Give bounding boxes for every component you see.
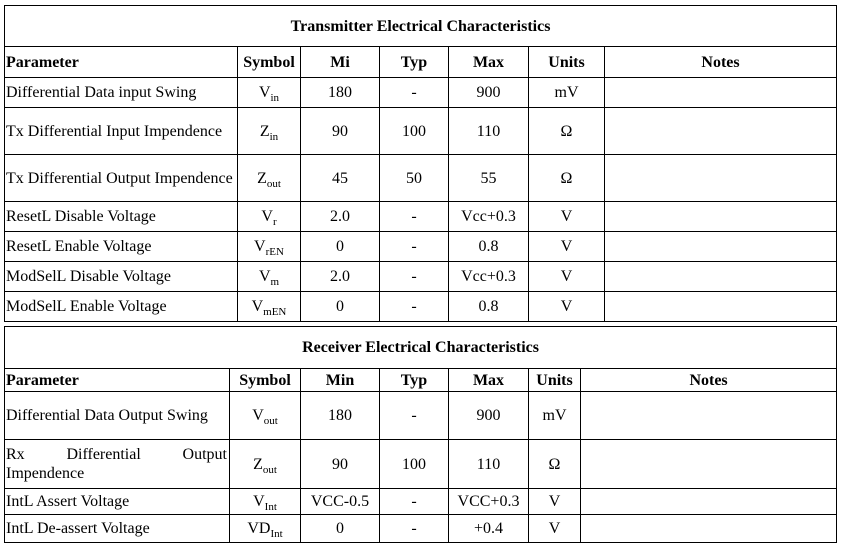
max-cell: 0.8 bbox=[449, 232, 529, 262]
units-cell: V bbox=[529, 489, 581, 515]
units-cell: V bbox=[529, 232, 605, 262]
min-cell: 90 bbox=[301, 108, 380, 155]
symbol-subscript: rEN bbox=[265, 246, 284, 258]
parameter-text: ModSelL Enable Voltage bbox=[6, 298, 167, 315]
symbol-main: Z bbox=[257, 169, 267, 187]
min-cell: 2.0 bbox=[301, 202, 380, 232]
notes-cell bbox=[605, 292, 837, 322]
symbol-subscript: out bbox=[262, 463, 277, 476]
min-cell: 90 bbox=[301, 440, 380, 489]
typ-cell: - bbox=[380, 292, 449, 322]
parameter-cell bbox=[5, 292, 238, 322]
notes-cell bbox=[581, 392, 837, 440]
typ-cell: - bbox=[380, 232, 449, 262]
symbol-main: V bbox=[258, 268, 271, 285]
parameter-cell bbox=[5, 489, 230, 515]
header-notes: Notes bbox=[581, 369, 837, 392]
table-row bbox=[5, 392, 837, 440]
units-cell: mV bbox=[529, 392, 581, 440]
min-cell: 180 bbox=[301, 392, 380, 440]
max-cell: 900 bbox=[449, 78, 529, 108]
notes-cell bbox=[581, 440, 837, 489]
symbol-cell bbox=[238, 292, 301, 322]
receiver-rows bbox=[5, 392, 837, 543]
header-symbol: Symbol bbox=[238, 47, 301, 78]
units-cell: V bbox=[529, 262, 605, 292]
notes-cell bbox=[605, 202, 837, 232]
header-parameter: Parameter bbox=[5, 369, 230, 392]
header-parameter: Parameter bbox=[5, 47, 238, 78]
notes-cell bbox=[581, 515, 837, 543]
symbol-main: Z bbox=[253, 455, 263, 473]
min-cell: 180 bbox=[301, 78, 380, 108]
header-symbol: Symbol bbox=[230, 369, 301, 392]
header-typ: Typ bbox=[380, 369, 449, 392]
symbol-subscript: in bbox=[269, 130, 279, 143]
symbol-main: V bbox=[254, 238, 266, 255]
transmitter-header-row bbox=[5, 47, 837, 78]
typ-cell: 100 bbox=[380, 440, 449, 489]
header-notes: Notes bbox=[605, 47, 837, 78]
symbol-subscript: mEN bbox=[263, 306, 287, 318]
max-cell: VCC+0.3 bbox=[449, 489, 529, 515]
units-cell: mV bbox=[529, 78, 605, 108]
symbol-main: V bbox=[261, 208, 273, 225]
typ-cell: - bbox=[380, 489, 449, 515]
parameter-text: ModSelL Disable Voltage bbox=[6, 268, 172, 285]
min-cell: 0 bbox=[301, 515, 380, 543]
header-min: Mi bbox=[301, 47, 380, 78]
notes-cell bbox=[605, 108, 837, 155]
symbol-main: VD bbox=[247, 520, 271, 537]
table-row bbox=[5, 232, 837, 262]
typ-cell: - bbox=[380, 262, 449, 292]
symbol-cell bbox=[238, 202, 301, 232]
table-row bbox=[5, 108, 837, 155]
table-row bbox=[5, 515, 837, 543]
min-cell: 2.0 bbox=[301, 262, 380, 292]
transmitter-table bbox=[4, 5, 837, 322]
notes-cell bbox=[605, 262, 837, 292]
parameter-cell bbox=[5, 78, 238, 108]
header-units: Units bbox=[529, 47, 605, 78]
transmitter-rows bbox=[5, 78, 837, 322]
header-max: Max bbox=[449, 369, 529, 392]
parameter-text: ResetL Disable Voltage bbox=[6, 208, 156, 225]
typ-cell: 50 bbox=[380, 155, 449, 202]
parameter-cell bbox=[5, 232, 238, 262]
symbol-cell bbox=[238, 78, 301, 108]
symbol-cell bbox=[238, 262, 301, 292]
header-typ: Typ bbox=[380, 47, 449, 78]
receiver-title: Receiver Electrical Characteristics bbox=[5, 327, 837, 369]
symbol-subscript: Int bbox=[270, 528, 283, 540]
transmitter-title: Transmitter Electrical Characteristics bbox=[5, 6, 837, 47]
symbol-subscript: out bbox=[266, 177, 281, 190]
parameter-text: Tx Differential Output Impendence bbox=[6, 169, 233, 187]
min-cell: VCC-0.5 bbox=[301, 489, 380, 515]
symbol-main: V bbox=[252, 407, 264, 424]
parameter-cell bbox=[5, 108, 238, 155]
symbol-main: Z bbox=[259, 122, 270, 140]
symbol-cell bbox=[230, 440, 301, 489]
max-cell: 0.8 bbox=[449, 292, 529, 322]
symbol-cell bbox=[230, 515, 301, 543]
notes-cell bbox=[605, 232, 837, 262]
symbol-subscript: Int bbox=[264, 501, 277, 513]
units-cell: V bbox=[529, 292, 605, 322]
max-cell: Vcc+0.3 bbox=[449, 262, 529, 292]
symbol-subscript: m bbox=[270, 276, 280, 288]
notes-cell bbox=[605, 155, 837, 202]
header-min: Min bbox=[301, 369, 380, 392]
symbol-main: V bbox=[258, 84, 271, 101]
notes-cell bbox=[581, 489, 837, 515]
min-cell: 45 bbox=[301, 155, 380, 202]
max-cell: 110 bbox=[449, 440, 529, 489]
typ-cell: - bbox=[380, 515, 449, 543]
header-max: Max bbox=[449, 47, 529, 78]
parameter-text: Differential Data input Swing bbox=[6, 84, 197, 101]
max-cell: 55 bbox=[449, 155, 529, 202]
symbol-subscript: r bbox=[272, 216, 277, 228]
symbol-subscript: out bbox=[263, 415, 278, 427]
parameter-cell bbox=[5, 515, 230, 543]
parameter-text: ResetL Enable Voltage bbox=[6, 238, 152, 255]
receiver-table bbox=[4, 326, 837, 543]
parameter-text: Differential Data Output Swing bbox=[6, 407, 208, 424]
min-cell: 0 bbox=[301, 292, 380, 322]
units-cell: V bbox=[529, 515, 581, 543]
parameter-cell bbox=[5, 392, 230, 440]
units-cell: V bbox=[529, 202, 605, 232]
max-cell: Vcc+0.3 bbox=[449, 202, 529, 232]
symbol-main: V bbox=[251, 298, 264, 315]
symbol-cell bbox=[238, 232, 301, 262]
symbol-main: V bbox=[253, 493, 265, 510]
symbol-cell bbox=[238, 155, 301, 202]
parameter-cell bbox=[5, 155, 238, 202]
table-row bbox=[5, 489, 837, 515]
table-row bbox=[5, 440, 837, 489]
parameter-text: Tx Differential Input Impendence bbox=[6, 122, 223, 140]
symbol-cell bbox=[230, 392, 301, 440]
table-row bbox=[5, 202, 837, 232]
symbol-subscript: in bbox=[270, 92, 280, 104]
table-row bbox=[5, 78, 837, 108]
parameter-cell bbox=[5, 202, 238, 232]
table-row bbox=[5, 155, 837, 202]
header-units: Units bbox=[529, 369, 581, 392]
units-cell: Ω bbox=[529, 108, 605, 155]
parameter-text: Rx Differential Output Impendence bbox=[6, 446, 227, 482]
parameter-text: IntL De-assert Voltage bbox=[6, 520, 150, 537]
units-cell: Ω bbox=[529, 155, 605, 202]
units-cell: Ω bbox=[529, 440, 581, 489]
min-cell: 0 bbox=[301, 232, 380, 262]
max-cell: +0.4 bbox=[449, 515, 529, 543]
parameter-text: IntL Assert Voltage bbox=[6, 493, 130, 510]
symbol-cell bbox=[230, 489, 301, 515]
max-cell: 110 bbox=[449, 108, 529, 155]
table-row bbox=[5, 292, 837, 322]
max-cell: 900 bbox=[449, 392, 529, 440]
parameter-cell bbox=[5, 440, 230, 489]
typ-cell: - bbox=[380, 392, 449, 440]
typ-cell: - bbox=[380, 202, 449, 232]
typ-cell: - bbox=[380, 78, 449, 108]
receiver-header-row bbox=[5, 369, 837, 392]
parameter-cell bbox=[5, 262, 238, 292]
symbol-cell bbox=[238, 108, 301, 155]
typ-cell: 100 bbox=[380, 108, 449, 155]
table-row bbox=[5, 262, 837, 292]
notes-cell bbox=[605, 78, 837, 108]
